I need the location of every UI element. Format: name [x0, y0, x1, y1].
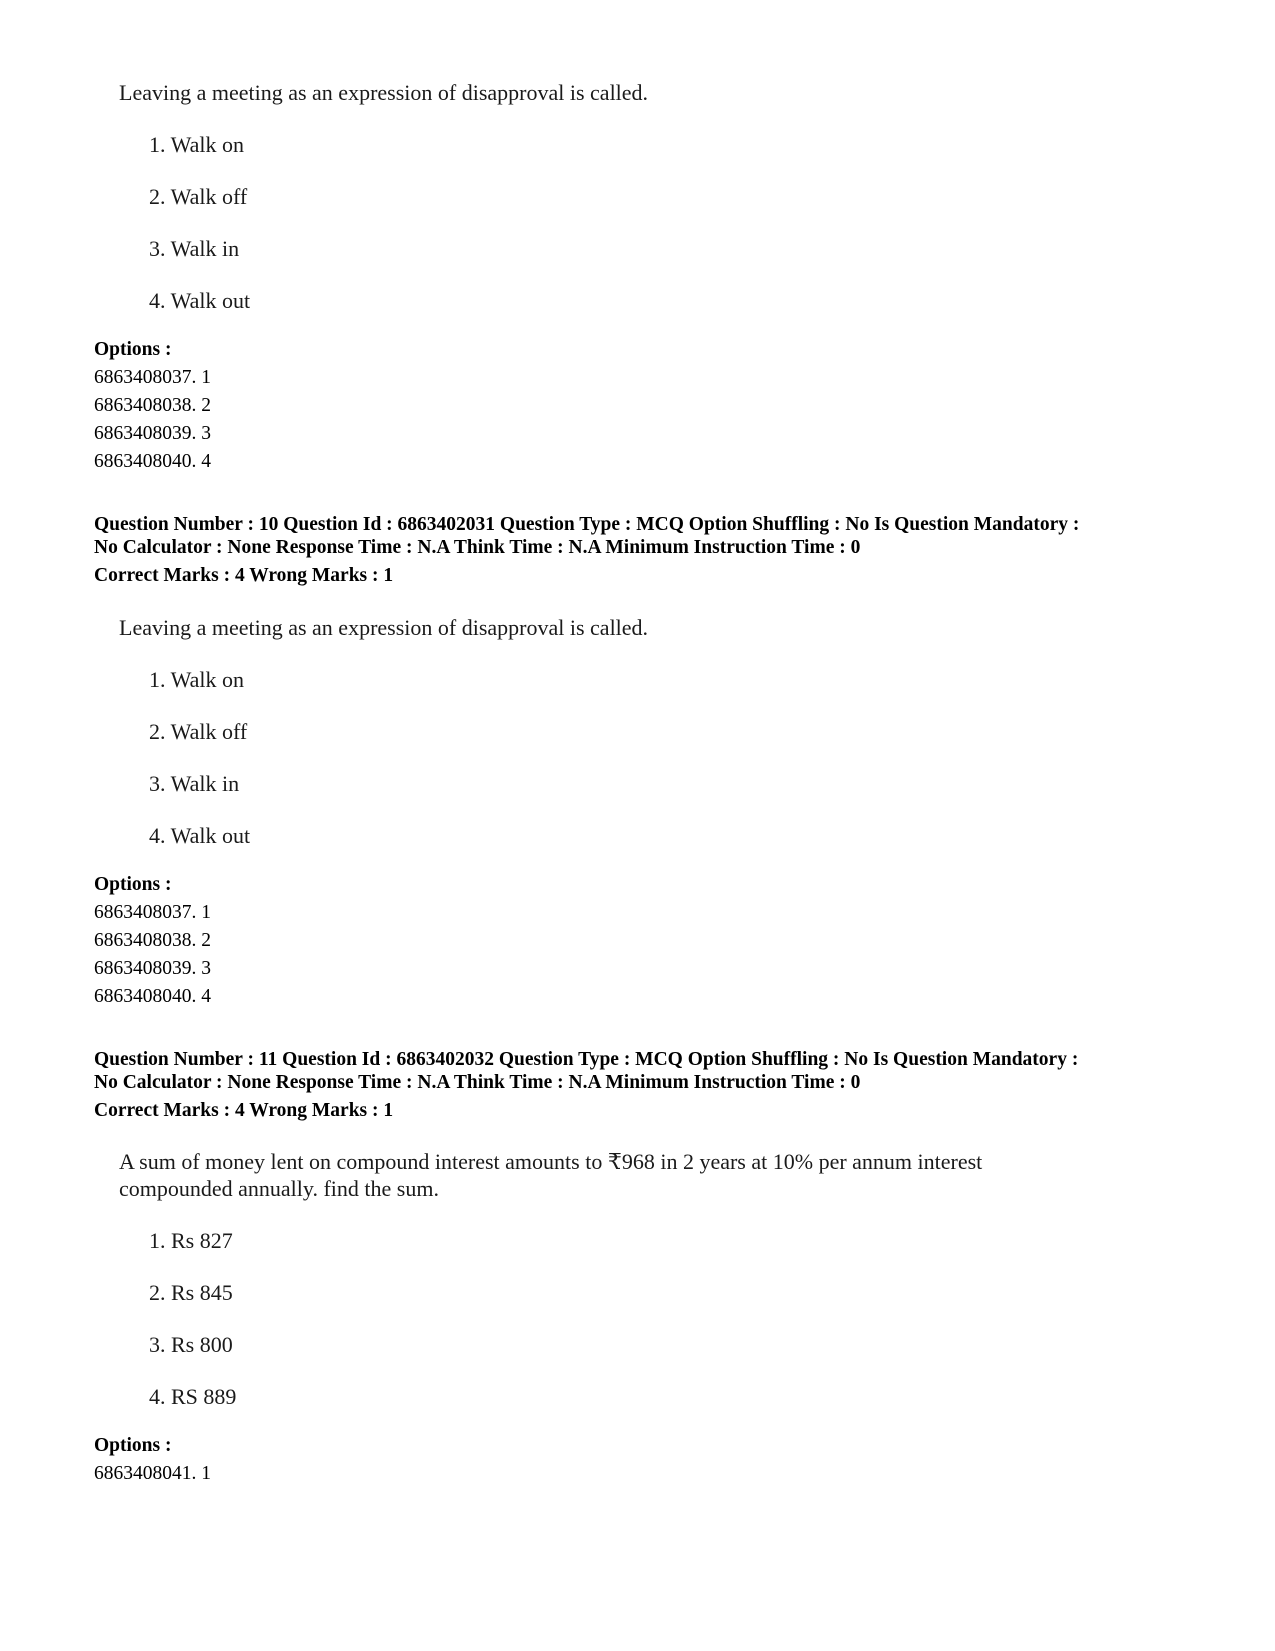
answer-choice: 1. Walk on — [149, 132, 244, 157]
answer-choice: 1. Walk on — [149, 667, 244, 692]
answer-choice: 4. Walk out — [149, 823, 251, 848]
question-header-line: No Calculator : None Response Time : N.A Think Time : N.A Minimum Instruction Time : 0 — [94, 537, 861, 558]
option-id: 6863408038. 2 — [94, 395, 211, 416]
question-text: compounded annually. find the sum. — [119, 1176, 439, 1201]
question-text: Leaving a meeting as an expression of disapproval is called. — [119, 80, 649, 105]
option-id: 6863408037. 1 — [94, 902, 211, 923]
answer-choice: 2. Rs 845 — [149, 1280, 233, 1305]
answer-choice: 4. Walk out — [149, 288, 251, 313]
answer-choice: 2. Walk off — [149, 719, 248, 744]
question-header-line: Question Number : 10 Question Id : 6863402031 Question Type : MCQ Option Shuffling : No Is Question Mandatory : — [94, 514, 1080, 535]
option-id: 6863408037. 1 — [94, 367, 211, 388]
marks-line: Correct Marks : 4 Wrong Marks : 1 — [94, 565, 394, 586]
answer-choice: 1. Rs 827 — [149, 1228, 233, 1253]
answer-choice: 4. RS 889 — [149, 1384, 237, 1409]
answer-choice: 3. Rs 800 — [149, 1332, 233, 1357]
options-label: Options : — [94, 874, 172, 895]
question-text: A sum of money lent on compound interest amounts to ₹968 in 2 years at 10% per annum interest — [119, 1149, 983, 1174]
option-id: 6863408041. 1 — [94, 1463, 211, 1484]
option-id: 6863408040. 4 — [94, 986, 211, 1007]
question-header-line: Question Number : 11 Question Id : 6863402032 Question Type : MCQ Option Shuffling : No Is Question Mandatory : — [94, 1049, 1079, 1070]
options-label: Options : — [94, 339, 172, 360]
option-id: 6863408040. 4 — [94, 451, 211, 472]
answer-choice: 3. Walk in — [149, 236, 240, 261]
option-id: 6863408039. 3 — [94, 423, 211, 444]
option-id: 6863408039. 3 — [94, 958, 211, 979]
answer-choice: 3. Walk in — [149, 771, 240, 796]
option-id: 6863408038. 2 — [94, 930, 211, 951]
question-header-line: No Calculator : None Response Time : N.A Think Time : N.A Minimum Instruction Time : 0 — [94, 1072, 861, 1093]
question-text: Leaving a meeting as an expression of disapproval is called. — [119, 615, 649, 640]
options-label: Options : — [94, 1435, 172, 1456]
marks-line: Correct Marks : 4 Wrong Marks : 1 — [94, 1100, 394, 1121]
answer-choice: 2. Walk off — [149, 184, 248, 209]
